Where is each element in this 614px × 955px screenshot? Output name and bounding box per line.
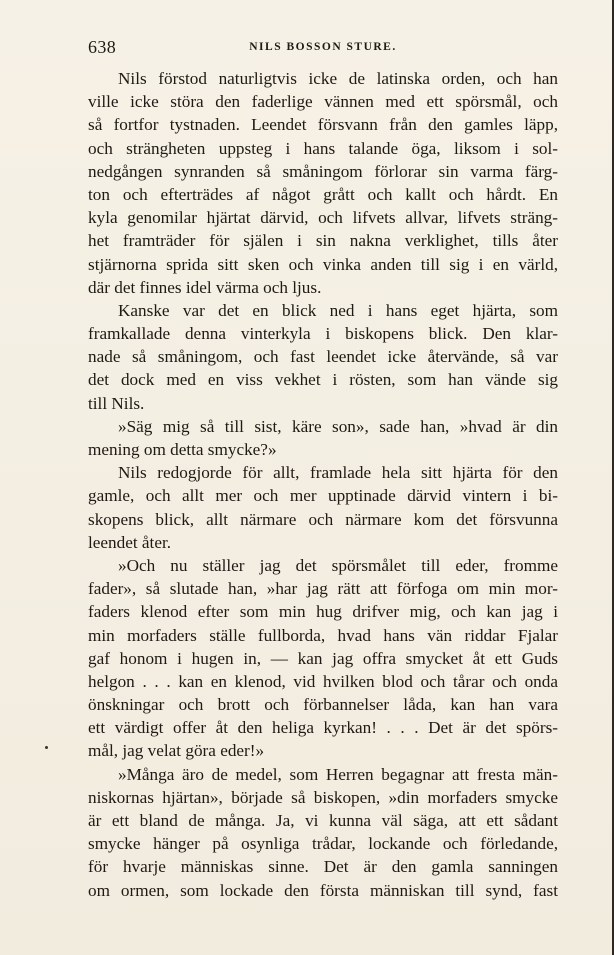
text-line: är ett bland de många. Ja, vi kunna väl säga, att ett sådant — [88, 811, 558, 830]
text-line: ville icke störa den faderlige vännen med ett spörsmål, och — [88, 92, 558, 112]
text-line: där det finnes idel värma och ljus. — [88, 277, 322, 297]
text-line: framkallade denna vinterkyla i biskopens blick. Den klar- — [88, 324, 558, 344]
text-line: ett värdigt offer åt den heliga kyrkan! . . . Det är det spörs- — [88, 718, 558, 738]
text-line: »Säg mig så till sist, käre son», sade han, »hvad är din — [118, 416, 558, 436]
text-line: »Och nu ställer jag det spörsmålet till eder, fromme — [118, 555, 558, 575]
text-line: ton och efterträdes af något grått och kallt och hårdt. En — [88, 184, 558, 204]
text-line: Nils redogjorde för allt, framlade hela sitt hjärta för den — [118, 463, 558, 483]
text-line: smycke hänger på osynliga trådar, lockande och förledande, — [88, 834, 558, 854]
text-line: niskornas hjärtan», började så biskopen, »din morfaders smycke — [88, 787, 558, 807]
text-line: faders klenod efter som min hug drifver mig, och kan jag i — [88, 602, 558, 622]
text-line: helgon . . . kan en klenod, vid hvilken blod och tårar och onda — [88, 671, 558, 691]
page-header — [88, 37, 558, 61]
text-line: het framträder för själen i sin nakna verklighet, tills åter — [88, 231, 558, 251]
text-line: gamle, och allt mer och mer upptinade därvid vintern i bi- — [88, 486, 558, 506]
body-text — [88, 67, 558, 902]
text-line: »Många äro de medel, som Herren begagnar att fresta män- — [118, 764, 558, 784]
text-line: mening om detta smycke?» — [88, 440, 277, 459]
text-line: Kanske var det en blick ned i hans eget hjärta, som — [118, 300, 558, 320]
text-line: till Nils. — [88, 393, 145, 413]
text-line: min morfaders ställe fullborda, hvad hans vän riddar Fjalar — [88, 625, 558, 645]
text-line: önskningar och brott och förbannelser låda, kan han vara — [88, 695, 558, 715]
text-line: om ormen, som lockade den första människan till synd, fast — [88, 880, 558, 900]
text-line: för hvarje människas sinne. Det är den gamla sanningen — [88, 857, 558, 877]
text-line: skopens blick, allt närmare och närmare kom det försvunna — [88, 509, 558, 529]
text-line: leendet åter. — [88, 532, 172, 552]
text-line: det dock med en viss vekhet i rösten, som han vände sig — [88, 370, 558, 390]
text-line: och strängheten uppsteg i hans talande öga, liksom i sol- — [88, 138, 558, 158]
text-line: nedgången synranden så småningom förlorar sin varma färg- — [88, 161, 558, 181]
text-line: kyla genomilar hjärtat därvid, och lifvets allvar, lifvets sträng- — [88, 208, 558, 228]
text-line: stjärnorna sprida sitt sken och vinka anden till sig i en värld, — [88, 254, 558, 274]
page-number: 638 — [88, 37, 117, 57]
text-line: gaf honom i hugen in, — kan jag offra smycket åt ett Guds — [88, 648, 558, 668]
text-line: nade så småningom, och fast leendet icke återvände, så var — [88, 347, 558, 367]
running-head: NILS BOSSON STURE. — [249, 41, 397, 53]
text-line: så fortfor tystnaden. Leendet försvann från den gamles läpp, — [88, 115, 558, 135]
ink-speck — [45, 746, 48, 749]
text-line: mål, jag velat göra eder!» — [88, 741, 265, 761]
text-line: Nils förstod naturligtvis icke de latinska orden, och han — [118, 69, 558, 88]
text-line: fader», så slutade han, »har jag rätt att förfoga om min mor- — [88, 579, 558, 599]
